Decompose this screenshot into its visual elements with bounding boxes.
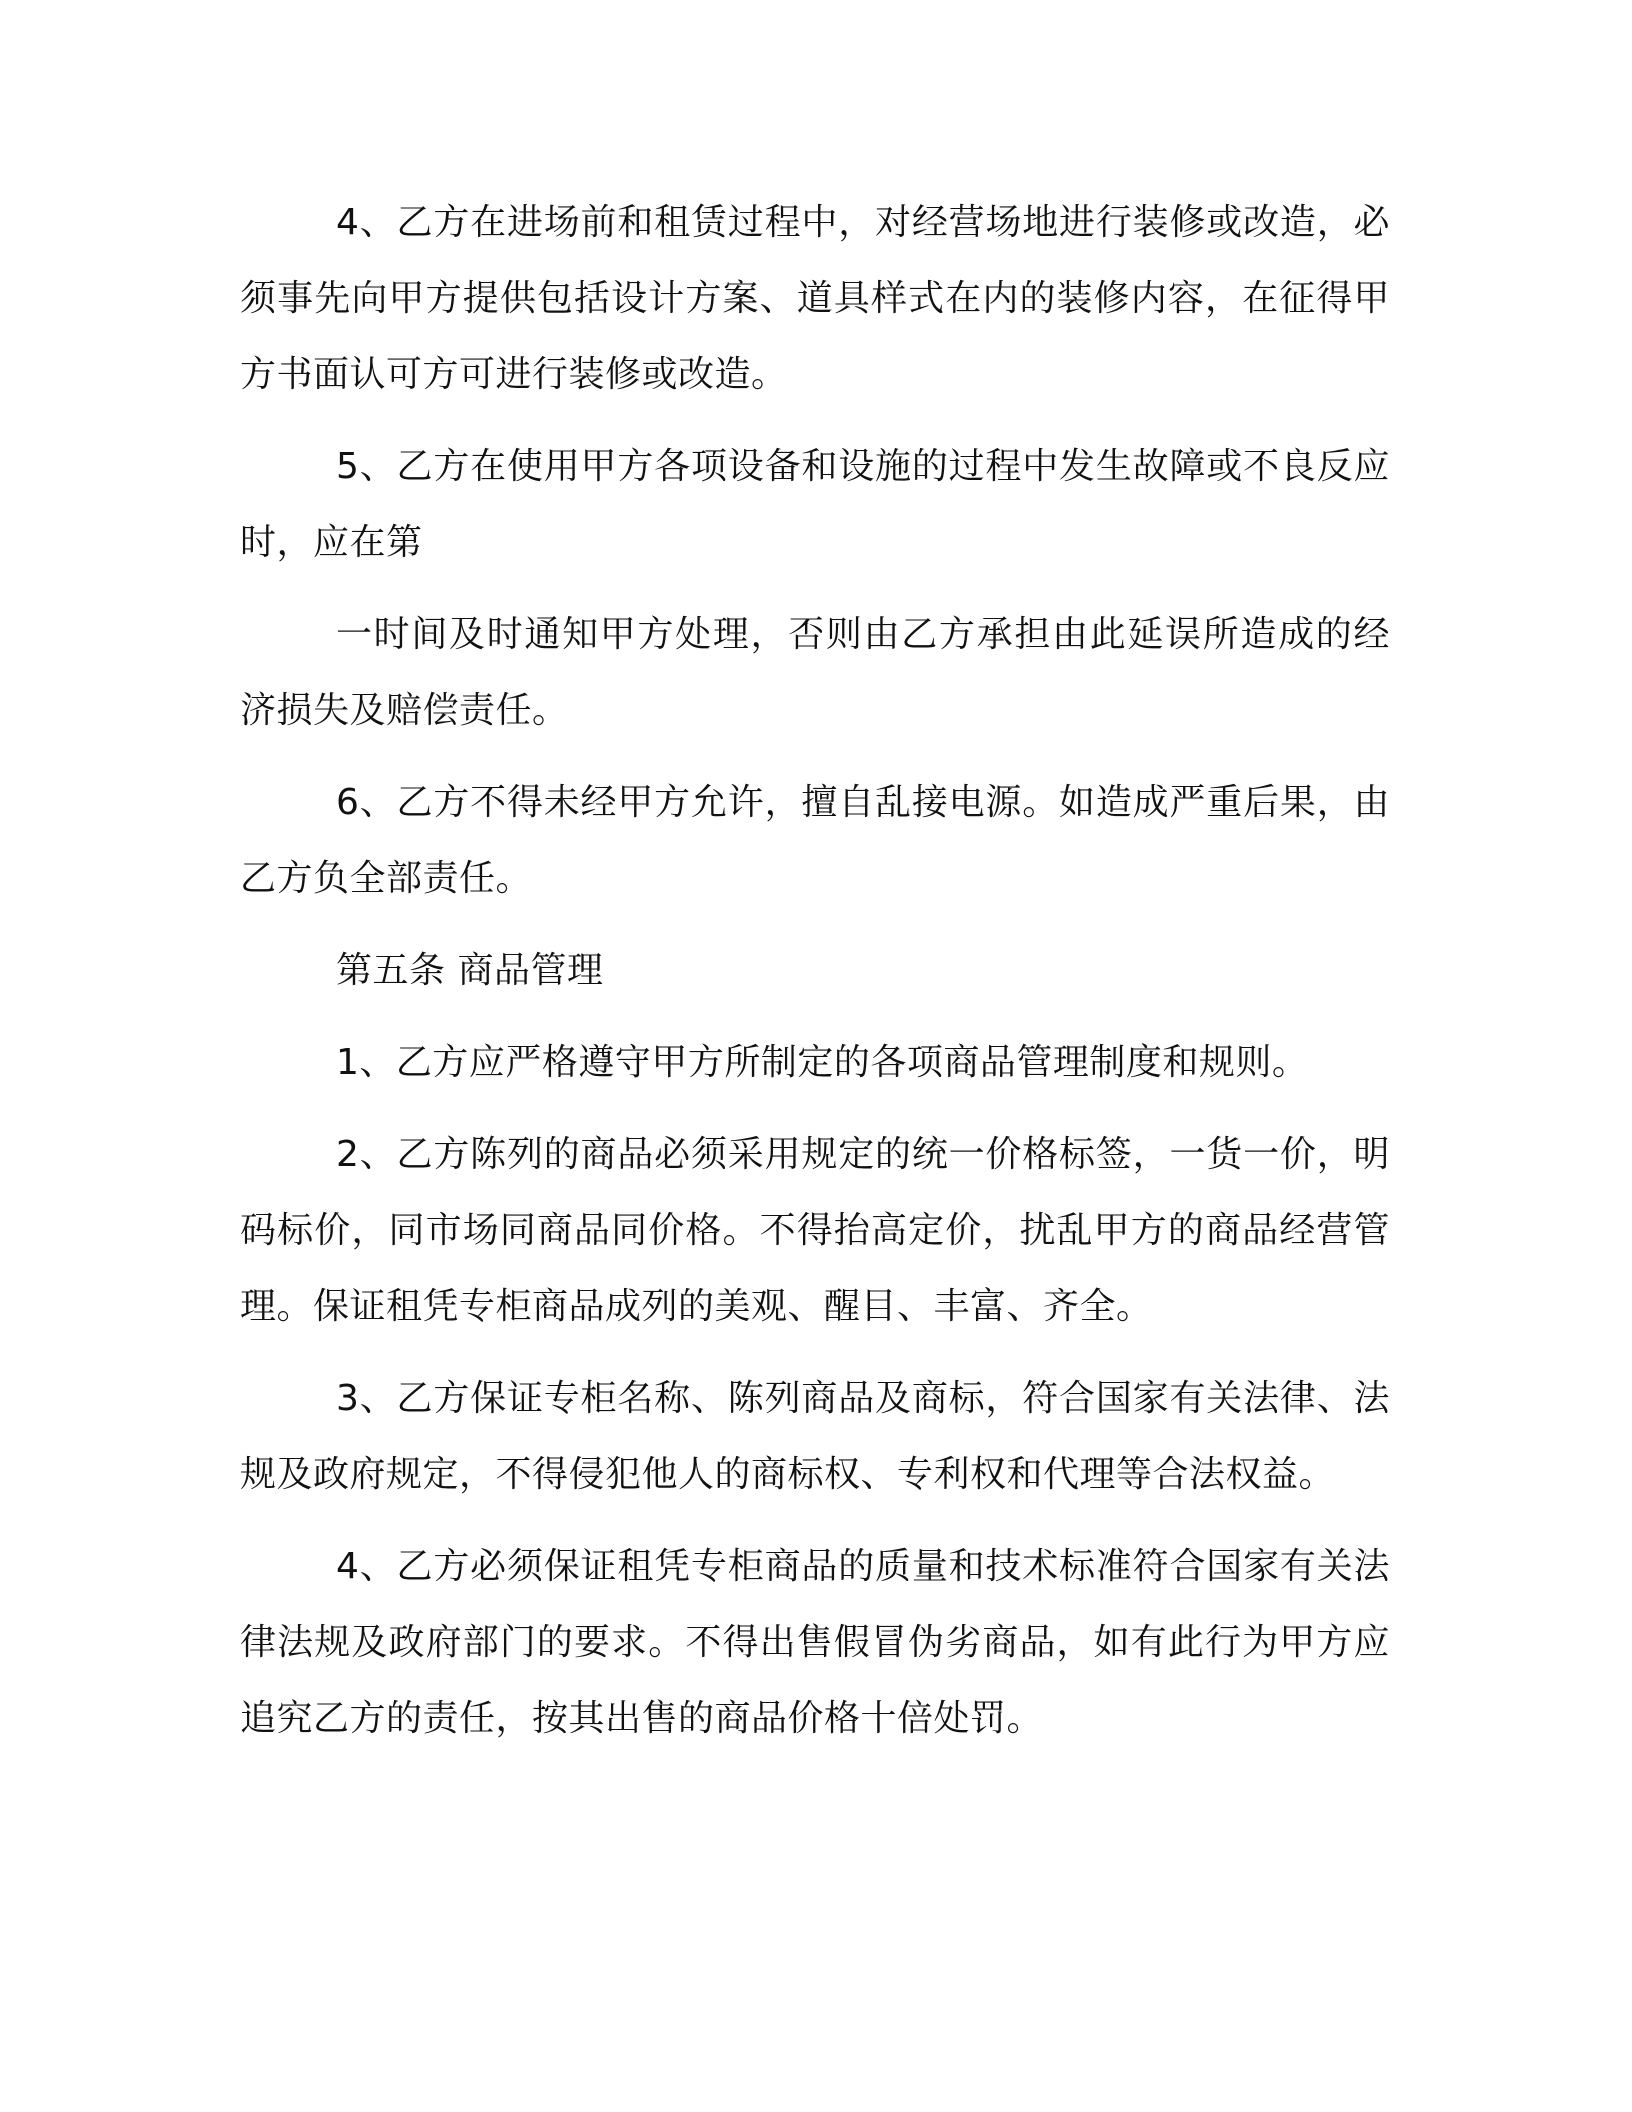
clause-6-power-supply: 6、乙方不得未经甲方允许，擅自乱接电源。如造成严重后果，由乙方负全部责任。 — [240, 782, 1390, 899]
article-5-clause-3: 3、乙方保证专柜名称、陈列商品及商标，符合国家有关法律、法规及政府规定，不得侵犯他人的商标权、专利权和代理等合法权益。 — [240, 1378, 1390, 1495]
document-body — [240, 185, 1390, 1773]
article-5-clause-2: 2、乙方陈列的商品必须采用规定的统一价格标签，一货一价，明码标价，同市场同商品同价格。不得抬高定价，扰乱甲方的商品经营管理。保证租凭专柜商品成列的美观、醒目、丰富、齐全。 — [240, 1134, 1390, 1327]
article-5-clause-4: 4、乙方必须保证租凭专柜商品的质量和技术标准符合国家有关法律法规及政府部门的要求。不得出售假冒伪劣商品，如有此行为甲方应追究乙方的责任，按其出售的商品价格十倍处罚。 — [240, 1546, 1390, 1739]
clause-5-continuation: 一时间及时通知甲方处理，否则由乙方承担由此延误所造成的经济损失及赔偿责任。 — [240, 614, 1390, 731]
section-heading-article-5: 第五条 商品管理 — [336, 950, 604, 991]
clause-4-renovation: 4、乙方在进场前和租赁过程中，对经营场地进行装修或改造，必须事先向甲方提供包括设计方案、道具样式在内的装修内容，在征得甲方书面认可方可进行装修或改造。 — [240, 202, 1390, 395]
article-5-clause-1: 1、乙方应严格遵守甲方所制定的各项商品管理制度和规则。 — [336, 1042, 1309, 1083]
clause-5-equipment-fault: 5、乙方在使用甲方各项设备和设施的过程中发生故障或不良反应时，应在第 — [240, 446, 1390, 563]
